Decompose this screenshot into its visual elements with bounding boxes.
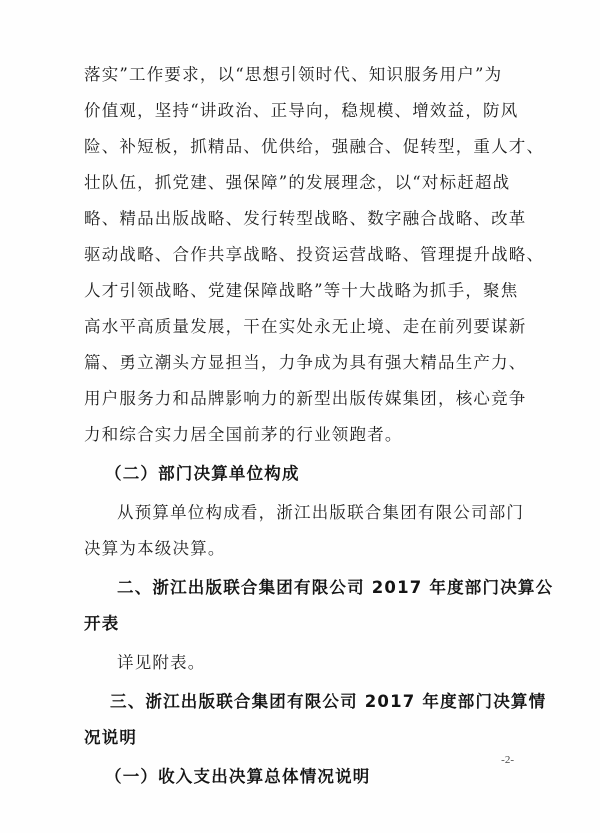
paragraph-line: 详见附表。 — [117, 653, 206, 672]
section-heading: 二、浙江出版联合集团有限公司 2017 年度部门决算公 — [117, 578, 554, 597]
section-heading: 三、浙江出版联合集团有限公司 2017 年度部门决算情 — [110, 692, 547, 711]
page-number: -2- — [501, 754, 514, 766]
section-heading-continuation: 况说明 — [84, 728, 138, 747]
section-subheading: （二）部门决算单位构成 — [105, 464, 300, 483]
section-heading-continuation: 开表 — [84, 614, 120, 633]
paragraph-line: 驱动战略、合作共享战略、投资运营战略、管理提升战略、 — [84, 245, 545, 264]
section-subheading: （一）收入支出决算总体情况说明 — [105, 767, 371, 786]
paragraph-line: 力和综合实力居全国前茅的行业领跑者。 — [84, 425, 403, 444]
paragraph-line: 壮队伍，抓党建、强保障”的发展理念，以“对标赶超战 — [84, 173, 511, 192]
paragraph-line: 略、精品出版战略、发行转型战略、数字融合战略、改革 — [84, 209, 527, 228]
paragraph-line: 用户服务力和品牌影响力的新型出版传媒集团，核心竞争 — [84, 389, 527, 408]
paragraph-line: 篇、勇立潮头方显担当，力争成为具有强大精品生产力、 — [84, 353, 527, 372]
paragraph-line: 险、补短板，抓精品、优供给，强融合、促转型，重人才、 — [84, 137, 545, 156]
paragraph-line: 落实”工作要求，以“思想引领时代、知识服务用户”为 — [84, 65, 503, 84]
paragraph-line: 决算为本级决算。 — [84, 539, 226, 558]
paragraph-line: 人才引领战略、党建保障战略”等十大战略为抓手，聚焦 — [84, 281, 519, 300]
paragraph-line: 从预算单位构成看，浙江出版联合集团有限公司部门 — [117, 503, 525, 522]
paragraph-line: 高水平高质量发展，干在实处永无止境、走在前列要谋新 — [84, 317, 527, 336]
paragraph-line: 价值观，坚持“讲政治、正导向，稳规模、增效益，防风 — [84, 101, 519, 120]
